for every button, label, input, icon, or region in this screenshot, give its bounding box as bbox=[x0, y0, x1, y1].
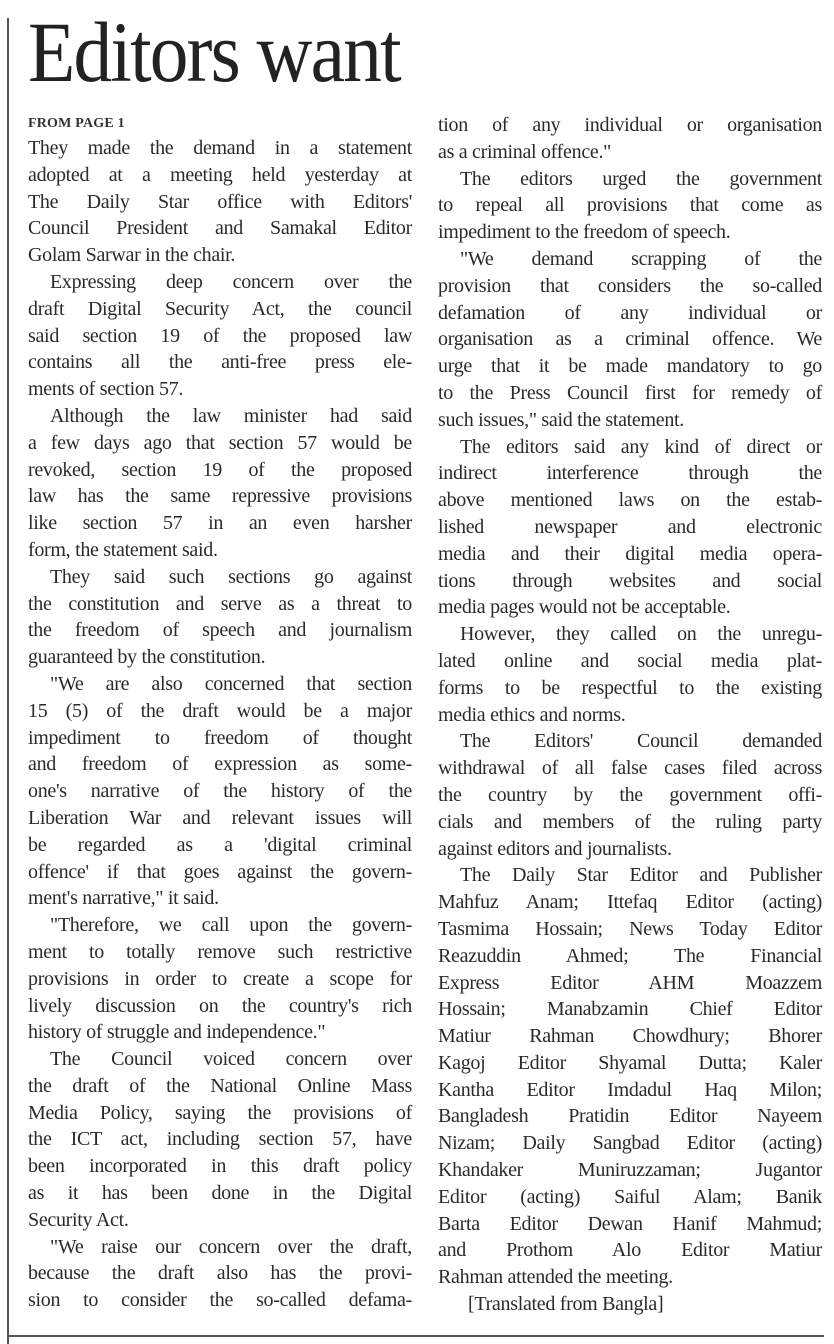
left-column-rule bbox=[7, 18, 9, 1344]
text-line: Media Policy, saying the provisions of bbox=[28, 1101, 412, 1124]
article-column-left bbox=[28, 112, 412, 1314]
text-line: withdrawal of all false cases filed across bbox=[438, 757, 822, 780]
article-paragraph bbox=[438, 621, 822, 728]
article-paragraph bbox=[28, 269, 412, 403]
text-line: lished newspaper and electronic bbox=[438, 515, 822, 538]
text-line: Golam Sarwar in the chair. bbox=[28, 244, 236, 267]
text-line: be regarded as a 'digital criminal bbox=[28, 833, 412, 856]
text-line: the constitution and serve as a threat to bbox=[28, 592, 412, 615]
article-paragraph bbox=[438, 246, 822, 434]
text-line: "We raise our concern over the draft, bbox=[50, 1235, 412, 1258]
text-line: media and their digital media opera- bbox=[438, 542, 822, 565]
text-line: against editors and journalists. bbox=[438, 837, 672, 860]
text-line: "We demand scrapping of the bbox=[460, 247, 822, 270]
text-line: The editors urged the government bbox=[460, 167, 822, 190]
text-line: adopted at a meeting held yesterday at bbox=[28, 163, 412, 186]
text-line: lated online and social media plat- bbox=[438, 649, 822, 672]
text-line: Barta Editor Dewan Hanif Mahmud; bbox=[438, 1212, 822, 1235]
bottom-rule bbox=[9, 1335, 824, 1337]
article-paragraph bbox=[28, 564, 412, 671]
article-paragraph bbox=[28, 403, 412, 564]
text-line: Matiur Rahman Chowdhury; Bhorer bbox=[438, 1025, 822, 1048]
text-line: Council President and Samakal Editor bbox=[28, 217, 412, 240]
text-line: to repeal all provisions that come as bbox=[438, 194, 822, 217]
text-line: Although the law minister had said bbox=[50, 404, 412, 427]
text-line: The Daily Star office with Editors' bbox=[28, 190, 412, 213]
text-line: Khandaker Muniruzzaman; Jugantor bbox=[438, 1159, 822, 1182]
text-line: indirect interference through the bbox=[438, 462, 822, 485]
headline: Editors want bbox=[28, 4, 400, 100]
text-line: ment's narrative," it said. bbox=[28, 887, 219, 910]
text-line: the draft of the National Online Mass bbox=[28, 1074, 412, 1097]
article-paragraph bbox=[438, 112, 822, 166]
text-line: such issues," said the statement. bbox=[438, 408, 684, 431]
text-line: Security Act. bbox=[28, 1208, 129, 1231]
text-line: Bangladesh Pratidin Editor Nayeem bbox=[438, 1105, 822, 1128]
jump-kicker: FROM PAGE 1 bbox=[28, 116, 125, 131]
article-paragraph bbox=[28, 135, 412, 269]
text-line: provisions in order to create a scope for bbox=[28, 967, 412, 990]
text-line: contains all the anti-free press ele- bbox=[28, 351, 412, 374]
text-line: Tasmima Hossain; News Today Editor bbox=[438, 917, 822, 940]
text-line: Reazuddin Ahmed; The Financial bbox=[438, 944, 822, 967]
text-line: Kagoj Editor Shyamal Dutta; Kaler bbox=[438, 1051, 822, 1074]
text-line: Hossain; Manabzamin Chief Editor bbox=[438, 998, 822, 1021]
text-line: ments of section 57. bbox=[28, 378, 184, 401]
text-line: as it has been done in the Digital bbox=[28, 1182, 412, 1205]
text-line: offence' if that goes against the govern- bbox=[28, 860, 412, 883]
text-line: tion of any individual or organisation bbox=[438, 114, 822, 136]
text-line: "Therefore, we call upon the govern- bbox=[50, 914, 412, 937]
text-line: provision that considers the so-called bbox=[438, 274, 822, 297]
article-paragraph bbox=[438, 728, 822, 862]
text-line: Mahfuz Anam; Ittefaq Editor (acting) bbox=[438, 891, 822, 914]
text-line: as a criminal offence." bbox=[438, 140, 612, 163]
text-line: The Council voiced concern over bbox=[50, 1048, 412, 1071]
text-line: above mentioned laws on the estab- bbox=[438, 489, 822, 512]
text-line: The editors said any kind of direct or bbox=[460, 435, 822, 458]
text-line: the ICT act, including section 57, have bbox=[28, 1128, 412, 1151]
text-line: forms to be respectful to the existing bbox=[438, 676, 822, 699]
article-paragraph bbox=[438, 434, 822, 622]
text-line: Rahman attended the meeting. bbox=[438, 1266, 673, 1289]
text-line: "We are also concerned that section bbox=[50, 672, 412, 695]
text-line: Expressing deep concern over the bbox=[50, 270, 412, 293]
text-line: defamation of any individual or bbox=[438, 301, 822, 324]
text-line: tions through websites and social bbox=[438, 569, 822, 592]
text-line: Editor (acting) Saiful Alam; Banik bbox=[438, 1185, 822, 1208]
text-line: ment to totally remove such restrictive bbox=[28, 940, 412, 963]
text-line: media ethics and norms. bbox=[438, 703, 626, 726]
text-line: media pages would not be acceptable. bbox=[438, 596, 731, 619]
text-line: Kantha Editor Imdadul Haq Milon; bbox=[438, 1078, 822, 1101]
text-line: They said such sections go against bbox=[50, 565, 412, 588]
text-line: However, they called on the unregu- bbox=[460, 623, 822, 646]
text-line: and freedom of expression as some- bbox=[28, 753, 412, 776]
text-line: one's narrative of the history of the bbox=[28, 780, 412, 803]
text-line: been incorporated in this draft policy bbox=[28, 1155, 412, 1178]
text-line: said section 19 of the proposed law bbox=[28, 324, 412, 347]
article-paragraph bbox=[28, 1234, 412, 1314]
text-line: form, the statement said. bbox=[28, 538, 218, 561]
article-paragraph bbox=[28, 1046, 412, 1234]
text-line: sion to consider the so-called defama- bbox=[28, 1289, 412, 1312]
text-line: revoked, section 19 of the proposed bbox=[28, 458, 412, 481]
text-line: a few days ago that section 57 would be bbox=[28, 431, 412, 454]
text-line: impediment to freedom of thought bbox=[28, 726, 412, 749]
translation-credit bbox=[438, 1291, 822, 1318]
text-line: Nizam; Daily Sangbad Editor (acting) bbox=[438, 1132, 822, 1155]
text-line: draft Digital Security Act, the council bbox=[28, 297, 412, 320]
text-line: The Editors' Council demanded bbox=[460, 730, 822, 753]
text-line: Express Editor AHM Moazzem bbox=[438, 971, 822, 994]
text-line: 15 (5) of the draft would be a major bbox=[28, 699, 412, 722]
text-line: law has the same repressive provisions bbox=[28, 485, 412, 508]
article-paragraph bbox=[28, 671, 412, 912]
article-paragraph bbox=[28, 912, 412, 1046]
text-line: impediment to the freedom of speech. bbox=[438, 221, 731, 244]
article-paragraph bbox=[438, 862, 822, 1291]
text-line: They made the demand in a statement bbox=[28, 137, 412, 159]
text-line: cials and members of the ruling party bbox=[438, 810, 822, 833]
text-line: the country by the government offi- bbox=[438, 783, 822, 806]
text-line: organisation as a criminal offence. We bbox=[438, 328, 822, 351]
text-line: guaranteed by the constitution. bbox=[28, 646, 266, 669]
text-line: The Daily Star Editor and Publisher bbox=[460, 864, 822, 887]
text-line: urge that it be made mandatory to go bbox=[438, 355, 822, 378]
article-paragraph bbox=[438, 166, 822, 246]
text-line: and Prothom Alo Editor Matiur bbox=[438, 1239, 822, 1262]
text-line: like section 57 in an even harsher bbox=[28, 512, 412, 535]
text-line: because the draft also has the provi- bbox=[28, 1262, 412, 1285]
text-line: lively discussion on the country's rich bbox=[28, 994, 412, 1017]
text-line: the freedom of speech and journalism bbox=[28, 619, 412, 642]
text-line: [Translated from Bangla] bbox=[468, 1293, 664, 1316]
article-column-right bbox=[438, 112, 822, 1318]
text-line: Liberation War and relevant issues will bbox=[28, 806, 412, 829]
text-line: to the Press Council first for remedy of bbox=[438, 381, 822, 404]
text-line: history of struggle and independence." bbox=[28, 1021, 326, 1044]
